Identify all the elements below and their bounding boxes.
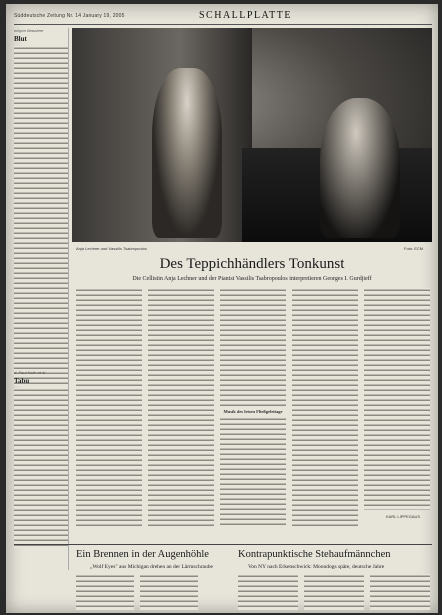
photo-credit: Foto: ECM — [404, 246, 424, 251]
masthead — [14, 10, 432, 25]
article-photo — [72, 28, 432, 242]
bottom-left-subhead: „Wolf Eyes" aus Michigan drehen an der Lärmschraube — [90, 564, 213, 570]
article-column — [364, 288, 430, 510]
left-column-second-headline: Tabu — [14, 377, 30, 385]
article-column — [292, 288, 358, 526]
bottom-right-column — [238, 574, 298, 610]
article-subhead: Die Cellistin Anja Lechner und der Pianist Vassilis Tsabropoulos interpretieren Georges I. Gurdjieff — [132, 276, 372, 282]
photo-figure-pianist — [320, 98, 400, 238]
bottom-right-subhead: Von NY nach Erkenschwick: Moondogs späte, deutsche Jahre — [248, 564, 385, 570]
bottom-left-headline: Ein Brennen in der Augenhöhle — [76, 549, 209, 560]
left-column-second-body — [14, 388, 68, 548]
bottom-left-column — [140, 574, 198, 610]
left-column-body — [14, 46, 68, 386]
article-column-text — [220, 417, 286, 526]
article-section-heading: Musik des leisen Fließgeleitage — [223, 409, 283, 414]
left-column-second-item — [14, 370, 68, 548]
left-column-headline: Blut — [14, 35, 27, 43]
article-column-text — [220, 288, 286, 406]
bottom-right-headline: Kontrapunktische Stehaufmännchen — [238, 549, 391, 560]
bottom-right-column — [370, 574, 430, 610]
article-headline: Des Teppichhändlers Tonkunst — [159, 256, 345, 272]
photo-caption: Anja Lechner und Vassilis Tsabropoulos — [76, 246, 147, 251]
article-column — [220, 288, 286, 526]
bottom-rule — [14, 544, 432, 545]
bottom-left-column — [76, 574, 134, 610]
article-column — [76, 288, 142, 526]
section-title: SCHALLPLATTE — [199, 10, 292, 21]
bottom-right-column — [304, 574, 364, 610]
paper-date-info: Süddeutsche Zeitung Nr. 14 January 19, 2005 — [14, 13, 125, 19]
newspaper-page — [6, 4, 438, 613]
article-column — [148, 288, 214, 526]
photo-figure-cellist — [152, 68, 222, 238]
article-signature: KARL LIPPEGAUS — [386, 514, 421, 519]
left-column-author: mbyon Massiere — [14, 28, 44, 33]
left-column-second-author: d. Paul Kalin et al — [14, 370, 46, 375]
